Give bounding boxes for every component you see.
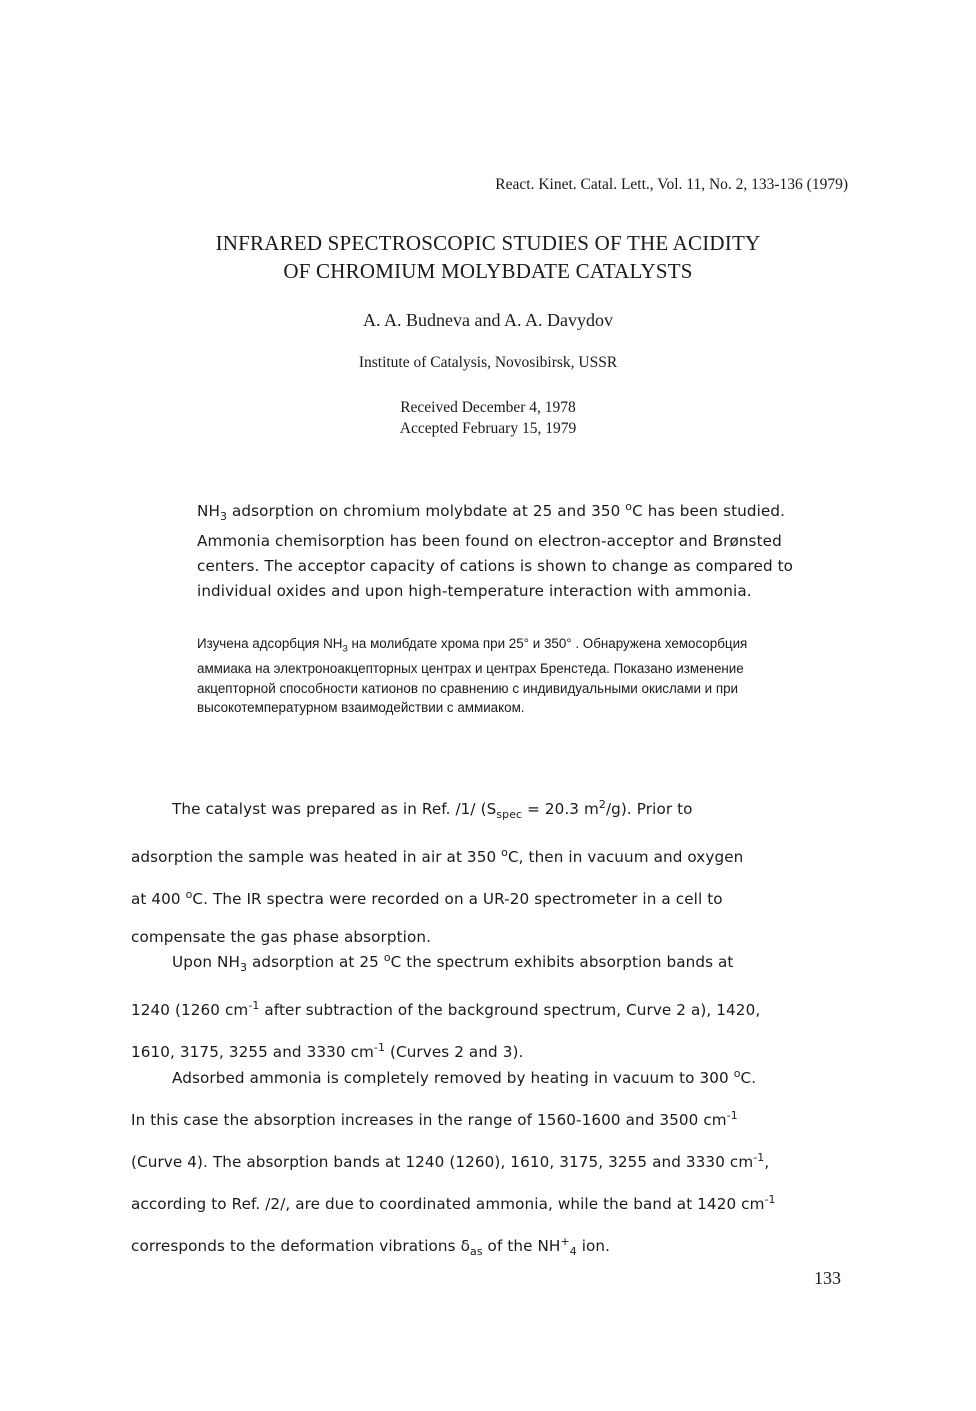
abstract-russian [197, 634, 747, 718]
abstract-en-line: Ammonia chemisorption has been found on electron-acceptor and Brønsted [197, 532, 782, 551]
publication-dates [0, 397, 976, 439]
page-number: 133 [814, 1268, 841, 1288]
body-line: Upon $NH_3$ adsorption at 25 $^o$C the spectrum exhibits absorption bands at [172, 951, 734, 975]
body-line: (Curve 4). The absorption bands at 1240 (1260), 1610, 3175, 3255 and 3330 $cm^{-1}$, [131, 1151, 770, 1172]
body-paragraph-3 [131, 1055, 776, 1271]
abstract-en-line: individual oxides and upon high-temperature interaction with ammonia. [197, 582, 752, 601]
journal-citation: React. Kinet. Catal. Lett., Vol. 11, No. 2, 133-136 (1979) [495, 176, 848, 193]
body-line: at 400 $^o$C. The IR spectra were recorded on a UR-20 spectrometer in a cell to [131, 888, 723, 909]
received-date: Received December 4, 1978 [400, 399, 576, 416]
body-line: The catalyst was prepared as in Ref. /1/ ($S_{spec} = 20.3$ $m^2/g$). Prior to [172, 798, 693, 822]
body-line: In this case the absorption increases in the range of 1560-1600 and 3500 $cm^{-1}$ [131, 1109, 738, 1130]
abstract-en-line: $NH_3$ adsorption on chromium molybdate at 25 and 350 $^o$C has been studied. [197, 500, 786, 524]
title-line-1: INFRARED SPECTROSCOPIC STUDIES OF THE ACIDITY [215, 231, 761, 255]
body-line: compensate the gas phase absorption. [131, 928, 432, 947]
abstract-en-line: centers. The acceptor capacity of cations is shown to change as compared to [197, 557, 794, 576]
abstract-ru-line: аммиака на электроноакцепторных центрах и центрах Бренстеда. Показано изменение [197, 661, 744, 677]
abstract-ru-line: акцепторной способности катионов по сравнению с индивидуальными окислами и при [197, 680, 739, 696]
body-line: 1240 (1260 $cm^{-1}$ after subtraction of the background spectrum, Curve 2 a), 1420, [131, 999, 761, 1020]
abstract-english [197, 494, 793, 604]
abstract-ru-line: Изучена адсорбция $NH_3$ на молибдате хрома при 25° и 350° . Обнаружена хемосорбция [197, 636, 748, 655]
abstract-ru-line: высокотемпературном взаимодействии с аммиаком. [197, 700, 525, 716]
accepted-date: Accepted February 15, 1979 [399, 420, 577, 437]
body-line: 1610, 3175, 3255 and 3330 $cm^{-1}$ (Curves 2 and 3). [131, 1041, 524, 1062]
body-paragraph-2 [131, 939, 760, 1071]
affiliation: Institute of Catalysis, Novosibirsk, USSR [358, 354, 618, 371]
body-line: Adsorbed ammonia is completely removed by heating in vacuum to 300 $^o$C. [172, 1067, 757, 1088]
body-paragraph-1 [131, 786, 743, 956]
authors: A. A. Budneva and A. A. Davydov [363, 310, 613, 330]
body-line: corresponds to the deformation vibrations $\delta_{as}$ of the $NH^+_4$ ion. [131, 1235, 611, 1259]
title-line-2: OF CHROMIUM MOLYBDATE CATALYSTS [283, 259, 693, 283]
body-line: adsorption the sample was heated in air at 350 $^o$C, then in vacuum and oxygen [131, 846, 744, 867]
body-line: according to Ref. /2/, are due to coordinated ammonia, while the band at 1420 $cm^{-1}$ [131, 1193, 776, 1214]
article-title [0, 229, 976, 285]
